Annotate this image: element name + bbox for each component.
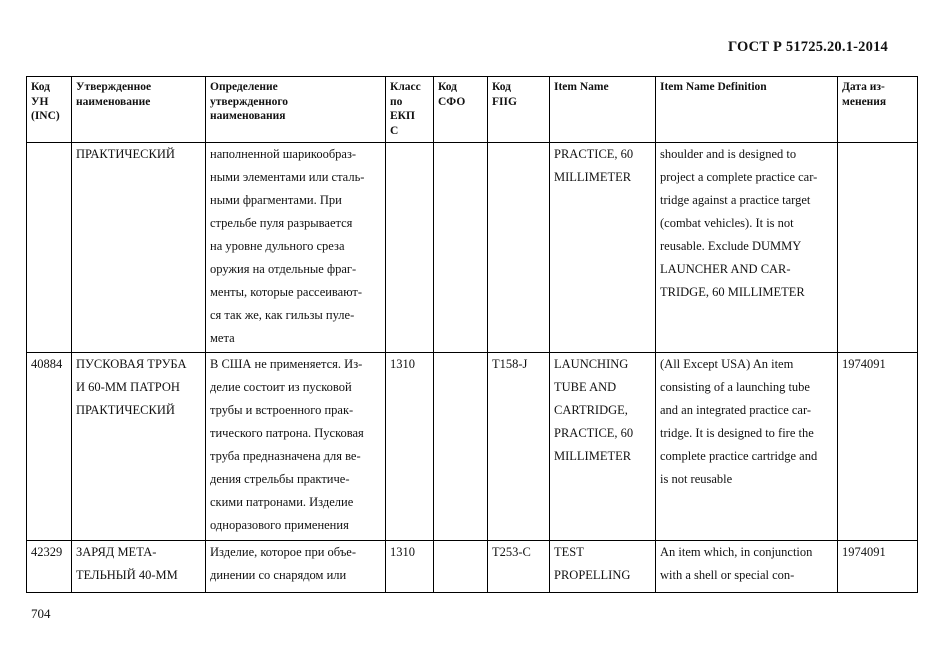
cell-fiig <box>488 143 550 353</box>
cell-approved-name: ПУСКОВАЯ ТРУБА И 60-ММ ПАТРОН ПРАКТИЧЕСКИЙ <box>72 353 206 541</box>
cell-definition: Изделие, которое при объе- динении со снарядом или <box>206 541 386 593</box>
column-header-item-name: Item Name <box>550 77 656 143</box>
column-header-sfo: Код СФО <box>434 77 488 143</box>
cell-approved-name: ПРАКТИЧЕСКИЙ <box>72 143 206 353</box>
page-number: 704 <box>31 606 51 621</box>
column-header-change-date: Дата из- менения <box>838 77 918 143</box>
cell-class: 1310 <box>386 541 434 593</box>
cell-sfo <box>434 143 488 353</box>
column-header-definition: Определение утвержденного наименования <box>206 77 386 143</box>
cell-fiig: T158-J <box>488 353 550 541</box>
table-row <box>27 353 918 541</box>
column-header-approved-name: Утвержденное наименование <box>72 77 206 143</box>
document-standard-header: ГОСТ Р 51725.20.1-2014 <box>727 39 888 55</box>
table-header-row <box>27 77 918 143</box>
cell-class <box>386 143 434 353</box>
cell-item-definition: An item which, in conjunction with a shell or special con- <box>656 541 838 593</box>
cell-item-definition: (All Except USA) An item consisting of a launching tube and an integrated practice car- tridge. It is designed to fire the complete practice cartridge and is not reusable <box>656 353 838 541</box>
cell-change-date <box>838 143 918 353</box>
cell-definition: наполненной шарикообраз- ными элементами или сталь- ными фрагментами. При стрельбе пуля разрывается на уровне дульного среза оружия на отдельные фраг- менты, которые рассеивают- ся так же, как гильзы пуле- мета <box>206 143 386 353</box>
cell-approved-name: ЗАРЯД МЕТА- ТЕЛЬНЫЙ 40-ММ <box>72 541 206 593</box>
cell-sfo <box>434 353 488 541</box>
specification-table <box>26 76 918 593</box>
column-header-fiig: Код FIIG <box>488 77 550 143</box>
cell-code: 40884 <box>27 353 72 541</box>
cell-item-name: PRACTICE, 60 MILLIMETER <box>550 143 656 353</box>
cell-change-date: 1974091 <box>838 541 918 593</box>
cell-sfo <box>434 541 488 593</box>
cell-code: 42329 <box>27 541 72 593</box>
column-header-code: Код УН (INC) <box>27 77 72 143</box>
table-row <box>27 541 918 593</box>
cell-item-name: LAUNCHING TUBE AND CARTRIDGE, PRACTICE, 60 MILLIMETER <box>550 353 656 541</box>
cell-code <box>27 143 72 353</box>
table-row <box>27 143 918 353</box>
column-header-class: Класс по ЕКП С <box>386 77 434 143</box>
cell-item-definition: shoulder and is designed to project a complete practice car- tridge against a practice target (combat vehicles). It is not reusable. Exclude DUMMY LAUNCHER AND CAR- TRIDGE, 60 MILLIMETER <box>656 143 838 353</box>
cell-change-date: 1974091 <box>838 353 918 541</box>
cell-fiig: T253-C <box>488 541 550 593</box>
cell-item-name: TEST PROPELLING <box>550 541 656 593</box>
column-header-item-definition: Item Name Definition <box>656 77 838 143</box>
cell-class: 1310 <box>386 353 434 541</box>
cell-definition: В США не применяется. Из- делие состоит из пусковой трубы и встроенного прак- тического патрона. Пусковая труба предназначена для ве- дения стрельбы практиче- скими патронами. Изделие одноразового применения <box>206 353 386 541</box>
